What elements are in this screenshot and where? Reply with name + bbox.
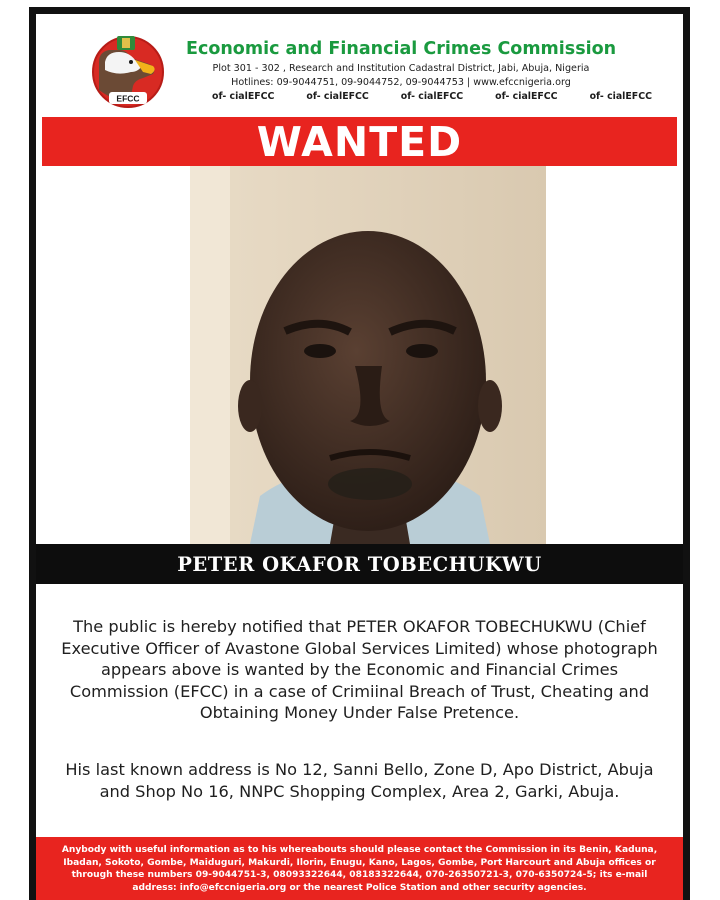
org-hotlines: Hotlines: 09-9044751, 09-9044752, 09-9044753 | www.efccnigeria.org <box>231 77 571 88</box>
social-handle: of- cialEFCC <box>589 91 652 102</box>
contact-footer <box>36 837 683 900</box>
notice-paragraph: The public is hereby notified that PETER OKAFOR TOBECHUKWU (Chief Executive Officer of Avastone Global Services Limited) whose photograph appears above is wanted by the Economic and Financial Crimes Commission (EFCC) in a case of Crimiinal Breach of Trust, Cheating and Obtaining Money Under False Pretence. <box>61 617 658 722</box>
name-bar <box>36 544 683 584</box>
contact-info: Anybody with useful information as to his whereabouts should please contact the Commission in its Benin, Kaduna, Ibadan, Sokoto, Gombe, Maiduguri, Makurdi, Ilorin, Enugu, Kano, Lagos, Gombe, Port Harcourt and Abuja offices or through these numbers 09-9044751-3, 08093322644, 08183322644, 070-26350721-3, 070-6350724-5; its e-mail address: info@efccnigeria.org or the nearest Police Station and other security agencies. <box>61 845 658 893</box>
last-known-address: His last known address is No 12, Sanni Bello, Zone D, Apo District, Abuja and Shop No 16, NNPC Shopping Complex, Area 2, Garki, Abuja. <box>65 760 654 801</box>
social-handles <box>212 91 652 102</box>
wanted-banner <box>42 117 677 166</box>
wanted-title: WANTED <box>256 117 463 166</box>
suspect-name: PETER OKAFOR TOBECHUKWU <box>177 552 542 576</box>
social-handle: of- cialEFCC <box>212 91 275 102</box>
logo-label: EFCC <box>116 93 140 104</box>
wanted-poster <box>29 7 690 900</box>
efcc-logo <box>91 32 165 112</box>
org-address: Plot 301 - 302 , Research and Institution Cadastral District, Jabi, Abuja, Nigeria <box>212 63 590 74</box>
poster-body <box>36 14 683 900</box>
social-handle: of- cialEFCC <box>400 91 464 102</box>
social-handle: of- cialEFCC <box>495 91 558 102</box>
suspect-photo <box>190 166 546 544</box>
org-title: Economic and Financial Crimes Commission <box>186 39 617 59</box>
social-handle: of- cialEFCC <box>306 91 369 102</box>
